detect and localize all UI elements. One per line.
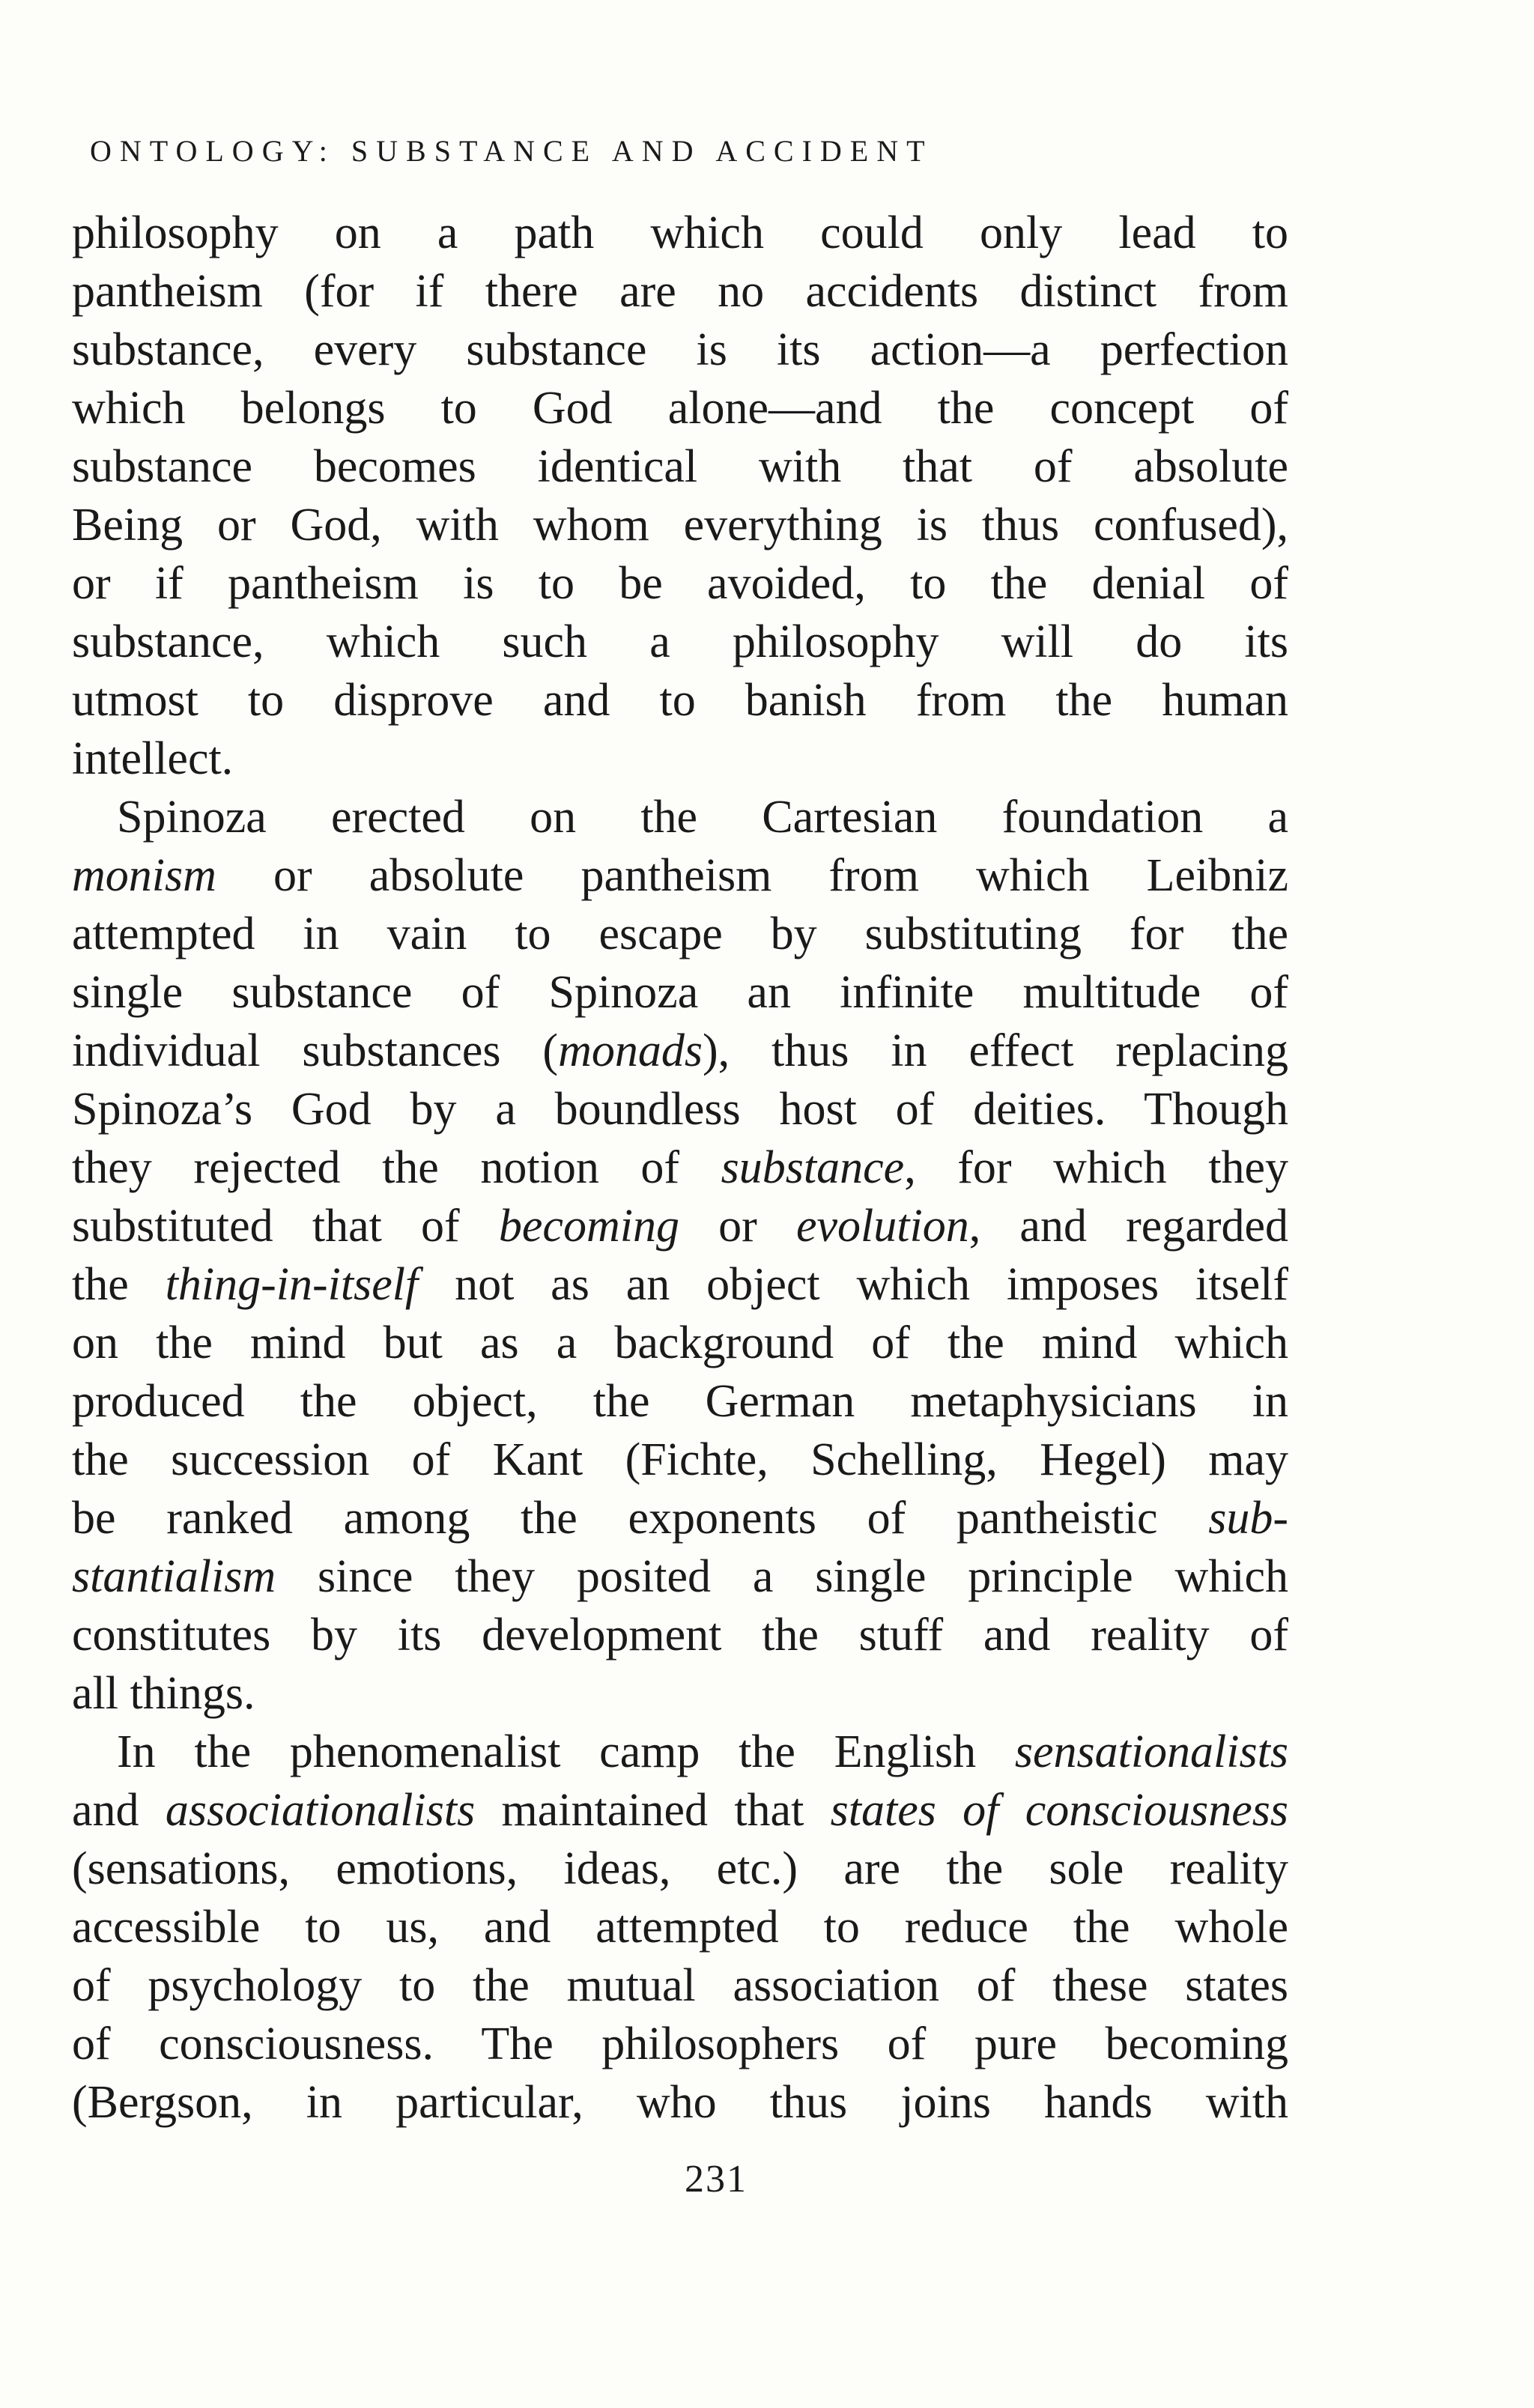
italic-term: evolution bbox=[796, 1201, 969, 1252]
text-line: monism or absolute pantheism from which Leibniz bbox=[72, 850, 1288, 901]
text-line: In the phenomenalist camp the English sensationalists bbox=[117, 1726, 1288, 1777]
text-line: substance becomes identical with that of absolute bbox=[72, 441, 1288, 492]
text-line: constitutes by its development the stuff and reality of bbox=[72, 1610, 1288, 1661]
text-line: which belongs to God alone—and the concept of bbox=[72, 383, 1288, 434]
text-line: or if pantheism is to be avoided, to the denial of bbox=[72, 558, 1288, 609]
italic-term: associationalists bbox=[165, 1785, 476, 1836]
text-line: and associationalists maintained that states of consciousness bbox=[72, 1785, 1288, 1836]
text-line: Being or God, with whom everything is thus confused), bbox=[72, 500, 1288, 551]
text-line: of psychology to the mutual association of these states bbox=[72, 1960, 1288, 2011]
text-line: of consciousness. The philosophers of pure becoming bbox=[72, 2019, 1288, 2069]
text-line: stantialism since they posited a single principle which bbox=[72, 1551, 1288, 1602]
italic-term: sensationalists bbox=[1014, 1726, 1288, 1777]
text-line: (sensations, emotions, ideas, etc.) are the sole reality bbox=[72, 1843, 1288, 1894]
text-line: accessible to us, and attempted to reduce the whole bbox=[72, 1902, 1288, 1953]
text-line: attempted in vain to escape by substituting for the bbox=[72, 909, 1288, 959]
italic-term: states of consciousness bbox=[830, 1785, 1288, 1836]
text-line: Spinoza erected on the Cartesian foundation a bbox=[117, 792, 1288, 843]
italic-term: monism bbox=[72, 850, 216, 901]
running-head: ONTOLOGY: SUBSTANCE AND ACCIDENT bbox=[90, 134, 933, 168]
italic-term: monads bbox=[558, 1025, 703, 1076]
text-line: all things. bbox=[72, 1668, 255, 1719]
text-line: produced the object, the German metaphysicians in bbox=[72, 1376, 1288, 1427]
italic-term: thing-in-itself bbox=[165, 1259, 419, 1310]
italic-term: becoming bbox=[498, 1201, 679, 1252]
italic-term: sub- bbox=[1208, 1493, 1288, 1544]
text-line: utmost to disprove and to banish from the human bbox=[72, 675, 1288, 726]
text-line: be ranked among the exponents of pantheistic sub- bbox=[72, 1493, 1288, 1544]
text-line: substance, every substance is its action—a perfection bbox=[72, 324, 1288, 375]
text-line: the succession of Kant (Fichte, Schelling, Hegel) may bbox=[72, 1434, 1288, 1485]
text-line: the thing-in-itself not as an object which imposes itself bbox=[72, 1259, 1288, 1310]
italic-term: stantialism bbox=[72, 1551, 276, 1602]
book-page bbox=[72, 0, 1288, 2408]
text-line: on the mind but as a background of the mind which bbox=[72, 1317, 1288, 1368]
body-text bbox=[72, 204, 1288, 2132]
text-line: substituted that of becoming or evolution, and regarded bbox=[72, 1201, 1289, 1252]
text-line: substance, which such a philosophy will do its bbox=[72, 616, 1288, 667]
text-line: (Bergson, in particular, who thus joins hands with bbox=[72, 2077, 1288, 2128]
text-line: intellect. bbox=[72, 733, 234, 784]
text-line: they rejected the notion of substance, for which they bbox=[72, 1142, 1288, 1193]
text-line: philosophy on a path which could only lead to bbox=[72, 207, 1288, 258]
text-line: pantheism (for if there are no accidents distinct from bbox=[72, 266, 1288, 317]
text-line: single substance of Spinoza an infinite multitude of bbox=[72, 967, 1288, 1018]
text-line: individual substances (monads), thus in effect replacing bbox=[72, 1025, 1288, 1076]
italic-term: substance bbox=[721, 1142, 905, 1193]
page-number: 231 bbox=[685, 2158, 748, 2201]
text-line: Spinoza’s God by a boundless host of deities. Though bbox=[72, 1084, 1288, 1135]
